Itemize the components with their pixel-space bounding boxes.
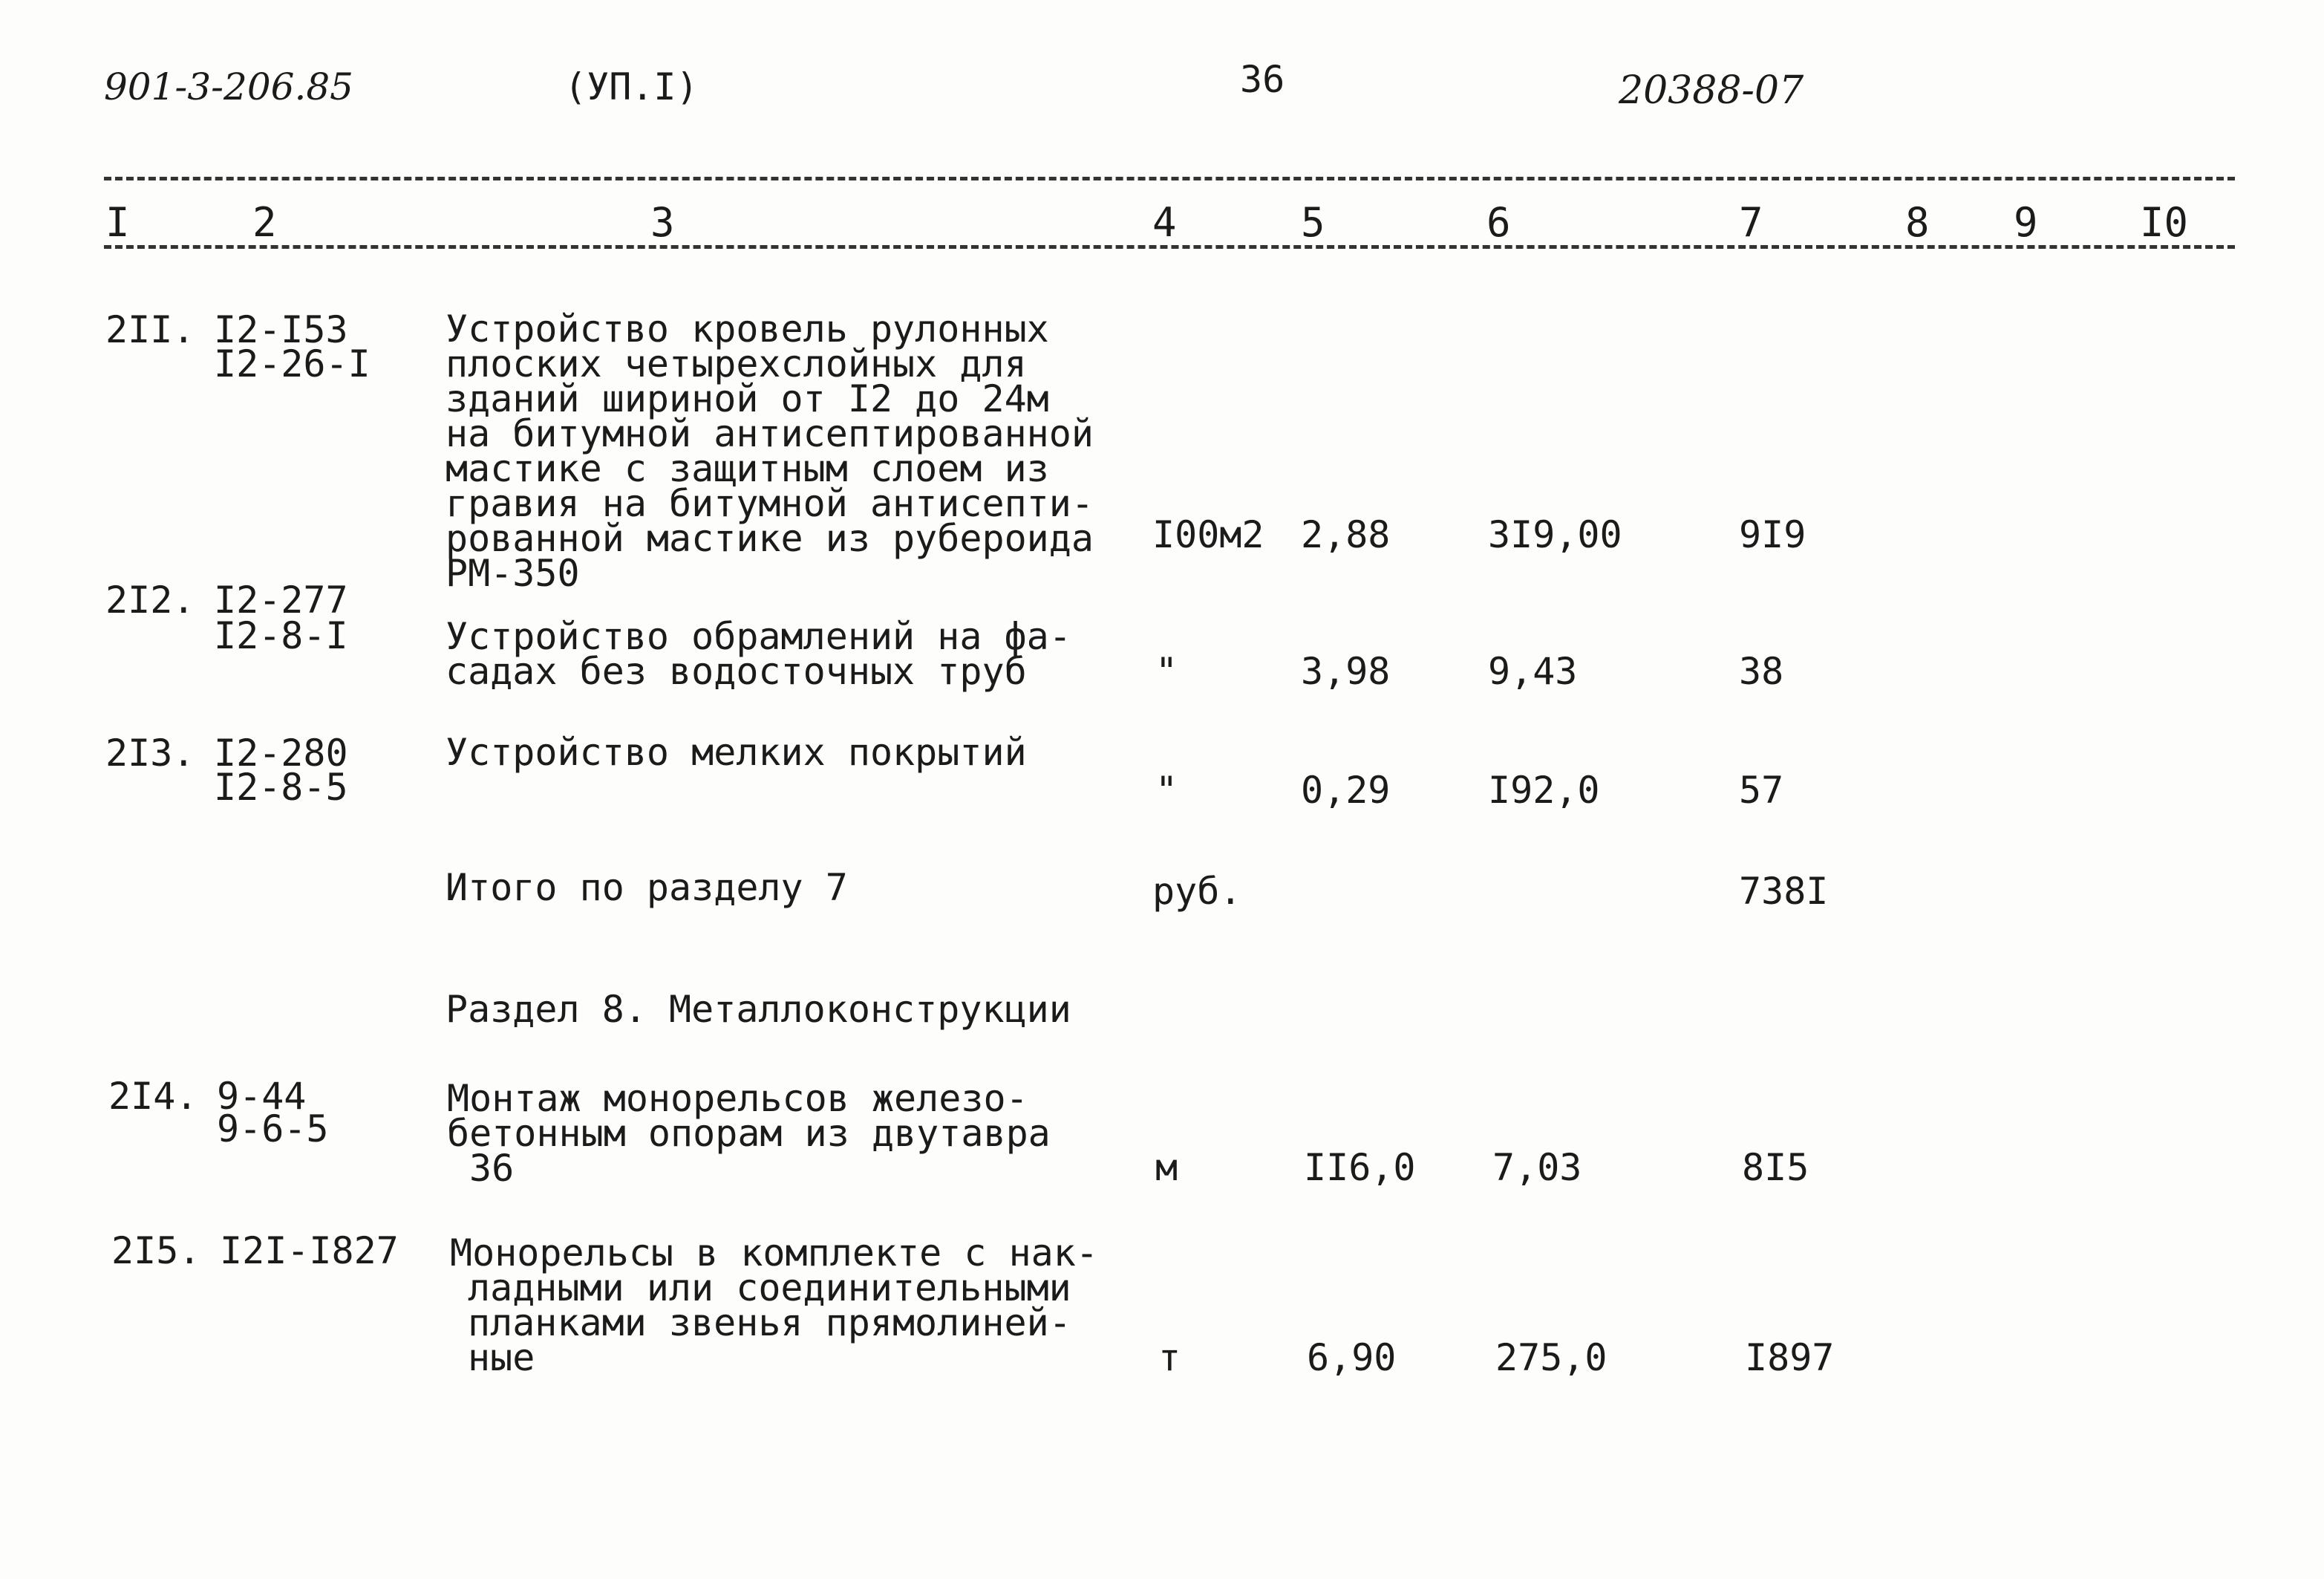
column-number-3: 3 — [650, 199, 675, 246]
quantity: 6,90 — [1307, 1336, 1397, 1379]
description-line: на битумной антисептированной — [445, 412, 1094, 455]
description-line: бетонным опорам из двутавра — [447, 1112, 1051, 1155]
total-cost: I897 — [1745, 1336, 1835, 1379]
column-number-8: 8 — [1905, 199, 1930, 246]
description-line: ные — [468, 1336, 535, 1379]
column-number-10: I0 — [2140, 199, 2189, 246]
section-title: Раздел 8. Металлоконструкции — [445, 988, 1071, 1031]
quantity: 3,98 — [1301, 650, 1391, 693]
row-number: 2I4. — [108, 1075, 198, 1118]
description-line: плоских четырехслойных для — [445, 342, 1027, 385]
document-number: 901-3-206.85 — [104, 65, 353, 108]
norm-code-secondary: I2-8-I — [214, 614, 348, 657]
quantity: 2,88 — [1301, 513, 1391, 556]
quantity: II6,0 — [1304, 1146, 1416, 1189]
column-number-6: 6 — [1486, 199, 1511, 246]
work-description — [447, 1077, 1051, 1190]
unit: т — [1158, 1336, 1181, 1379]
header-rule-bottom — [104, 245, 2235, 249]
subtotal-total: 738I — [1739, 870, 1829, 913]
unit: I00м2 — [1152, 513, 1264, 556]
header-rule-top — [104, 177, 2235, 180]
column-number-5: 5 — [1301, 199, 1325, 246]
subtotal-label: Итого по разделу 7 — [445, 866, 848, 909]
unit-ditto-mark: " — [1155, 769, 1178, 812]
description-line: Устройство кровель рулонных — [445, 307, 1049, 351]
total-cost: 8I5 — [1742, 1146, 1809, 1189]
description-line: ладными или соединительными — [468, 1266, 1071, 1309]
norm-code: 9-44 — [217, 1075, 307, 1118]
work-description — [450, 1231, 1098, 1379]
description-line: садах без водосточных труб — [445, 650, 1027, 693]
description-line: Устройство обрамлений на фа- — [445, 615, 1071, 658]
column-number-2: 2 — [252, 199, 277, 246]
row-number: 2I2. — [105, 579, 195, 622]
description-line: зданий шириной от I2 до 24м — [445, 377, 1049, 420]
norm-code: I2-280 — [214, 732, 348, 775]
row-number: 2I5. — [111, 1229, 201, 1272]
unit-price: 275,0 — [1495, 1336, 1607, 1379]
description-line: планками звенья прямолиней- — [468, 1301, 1071, 1344]
description-line: Монтаж монорельсов железо- — [447, 1077, 1028, 1120]
total-cost: 57 — [1739, 769, 1784, 812]
work-description — [445, 307, 1094, 595]
unit-price: I92,0 — [1488, 769, 1600, 812]
description-line: Устройство мелких покрытий — [445, 731, 1027, 774]
unit-price: 9,43 — [1488, 650, 1578, 693]
row-number: 2II. — [105, 308, 195, 351]
description-line: РМ-350 — [445, 552, 580, 595]
row-number: 2I3. — [105, 732, 195, 775]
norm-code: I2-277 — [214, 579, 348, 622]
total-cost: 38 — [1739, 650, 1784, 693]
inventory-number: 20388-07 — [1619, 68, 1804, 113]
norm-code: I2-I53 — [214, 308, 348, 351]
column-number-1: I — [105, 199, 130, 246]
norm-code-secondary: I2-8-5 — [214, 766, 348, 809]
description-line: мастике с защитным слоем из — [445, 447, 1049, 490]
unit-ditto-mark: " — [1155, 650, 1178, 693]
description-line: рованной мастике из рубероида — [445, 517, 1094, 560]
section-code: (УП.I) — [564, 65, 699, 108]
column-number-9: 9 — [2014, 199, 2038, 246]
work-description — [445, 615, 1071, 693]
column-number-4: 4 — [1152, 199, 1177, 246]
norm-code-secondary: I2-26-I — [214, 342, 371, 385]
description-line: 36 — [469, 1147, 515, 1190]
column-number-7: 7 — [1739, 199, 1763, 246]
work-description — [445, 731, 1027, 774]
total-cost: 9I9 — [1739, 513, 1806, 556]
unit-price: 7,03 — [1492, 1146, 1582, 1189]
quantity: 0,29 — [1301, 769, 1391, 812]
unit-price: 3I9,00 — [1488, 513, 1622, 556]
description-line: Монорельсы в комплекте с нак- — [450, 1231, 1098, 1274]
norm-code-secondary: 9-6-5 — [217, 1107, 329, 1150]
subtotal-unit: руб. — [1152, 870, 1242, 913]
page-number: 36 — [1240, 58, 1285, 101]
norm-code: I2I-I827 — [220, 1229, 399, 1272]
description-line: гравия на битумной антисепти- — [445, 482, 1094, 525]
unit: м — [1155, 1146, 1178, 1189]
